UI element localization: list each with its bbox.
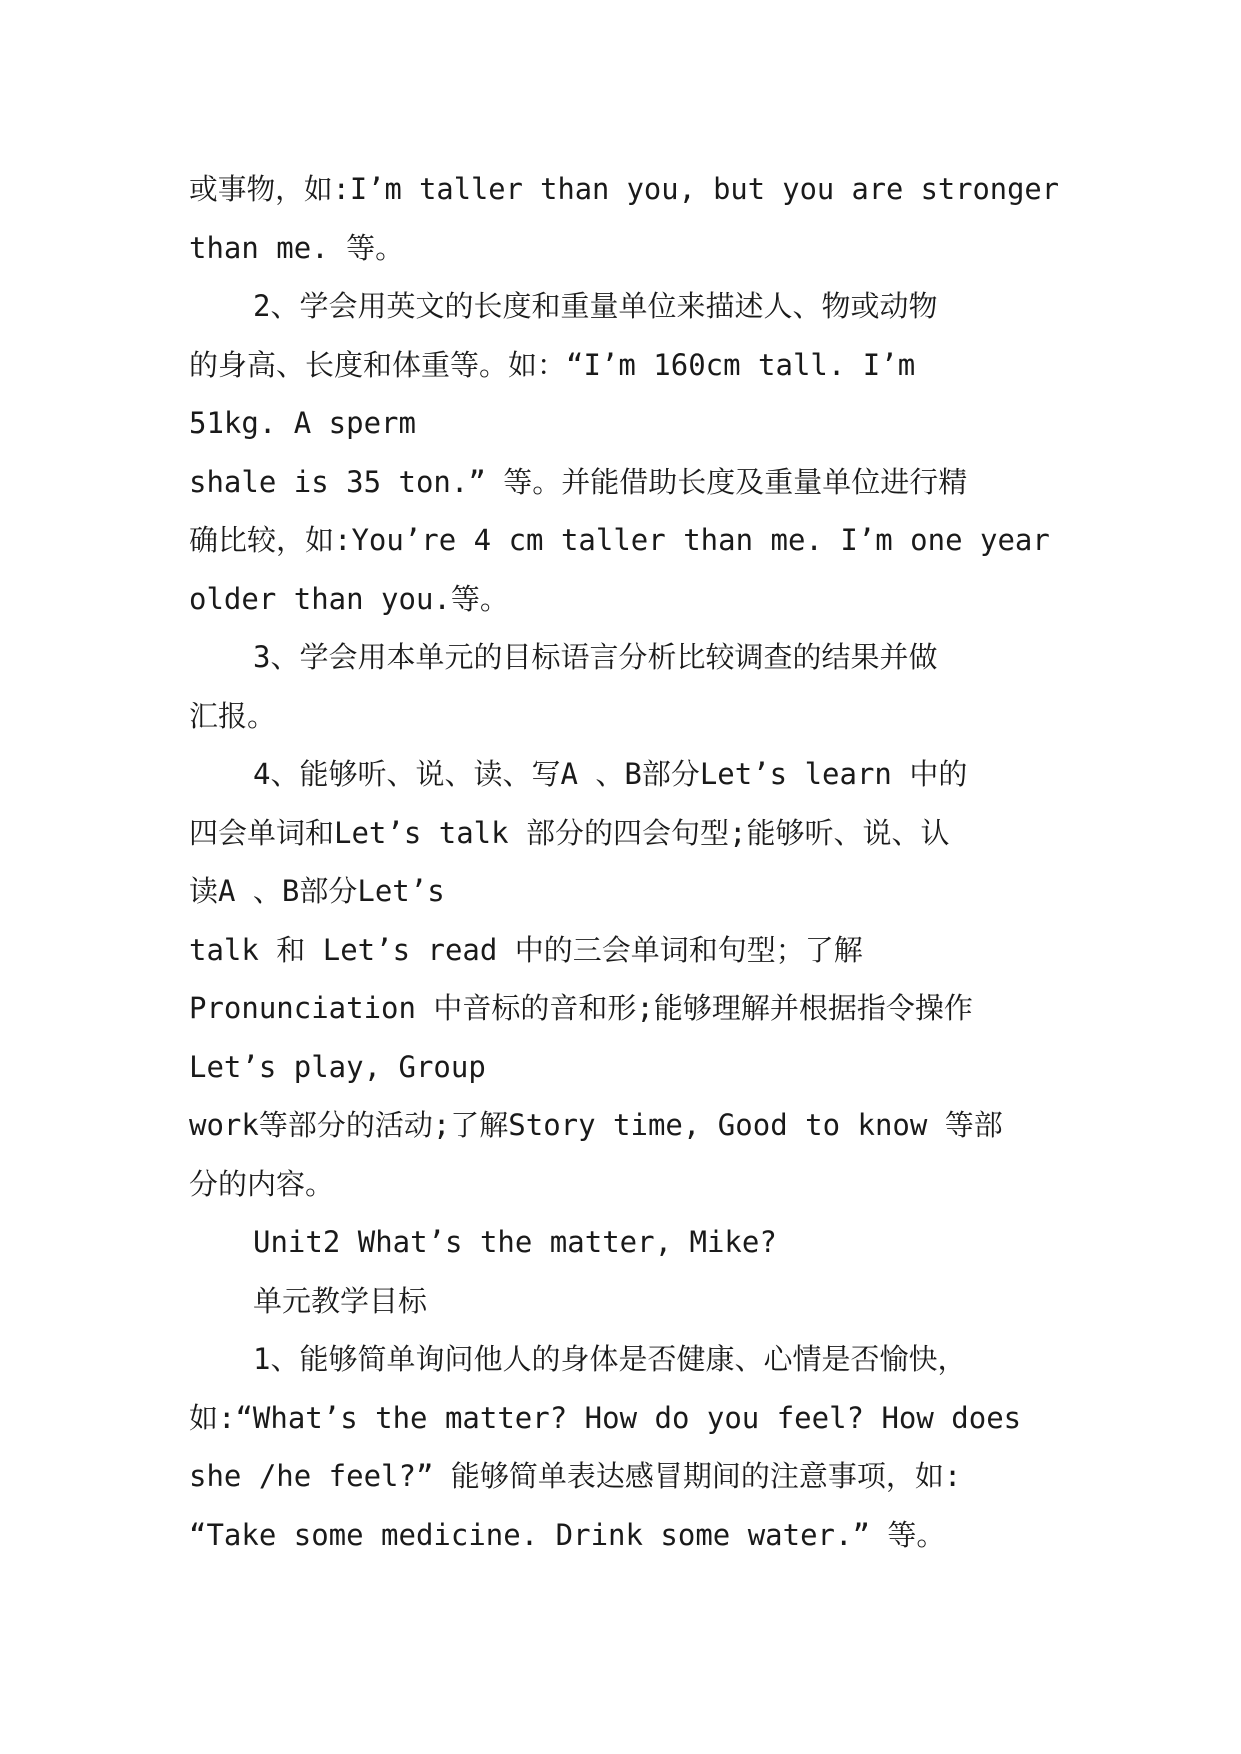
- text-line: 4、能够听、说、读、写A 、B部分Let’s learn 中的: [253, 757, 968, 791]
- body-text: [189, 160, 1059, 1564]
- text-line: “Take some medicine. Drink some water.” 等。: [189, 1517, 946, 1552]
- text-line: work等部分的活动;了解Story time, Good to know 等部: [189, 1108, 1003, 1142]
- text-line: 读A 、B部分Let’s: [189, 874, 445, 908]
- text-line: 的身高、长度和体重等。如：“I’m 160cm tall. I’m: [189, 347, 916, 382]
- text-line: 51kg. A sperm: [189, 406, 416, 440]
- text-line: 或事物，如:I’m taller than you, but you are stronger: [189, 172, 1059, 206]
- text-line: 确比较，如:You’re 4 cm taller than me. I’m one year: [189, 523, 1050, 557]
- text-line: shale is 35 ton.” 等。并能借助长度及重量单位进行精: [189, 464, 968, 499]
- text-line: Pronunciation 中音标的音和形;能够理解并根据指令操作: [189, 991, 973, 1025]
- subsection-heading: 单元教学目标: [253, 1283, 428, 1318]
- text-line: older than you.等。: [189, 581, 509, 616]
- text-line: 四会单词和Let’s talk 部分的四会句型;能够听、说、认: [189, 815, 950, 850]
- text-line: Let’s play, Group: [189, 1049, 486, 1084]
- text-line: 1、能够简单询问他人的身体是否健康、心情是否愉快，: [253, 1342, 967, 1376]
- text-line: 如:“What’s the matter? How do you feel? How does: [189, 1400, 1022, 1435]
- text-line: 分的内容。: [189, 1166, 335, 1201]
- text-line: she /he feel?” 能够简单表达感冒期间的注意事项，如:: [189, 1459, 962, 1493]
- text-line: talk 和 Let’s read 中的三会单词和句型；了解: [189, 932, 863, 967]
- text-line: 汇报。: [189, 698, 277, 733]
- section-heading: Unit2 What’s the matter, Mike?: [253, 1225, 777, 1259]
- text-line: than me. 等。: [189, 230, 405, 265]
- text-line: 2、学会用英文的长度和重量单位来描述人、物或动物: [253, 289, 938, 323]
- text-line: 3、学会用本单元的目标语言分析比较调查的结果并做: [253, 640, 938, 674]
